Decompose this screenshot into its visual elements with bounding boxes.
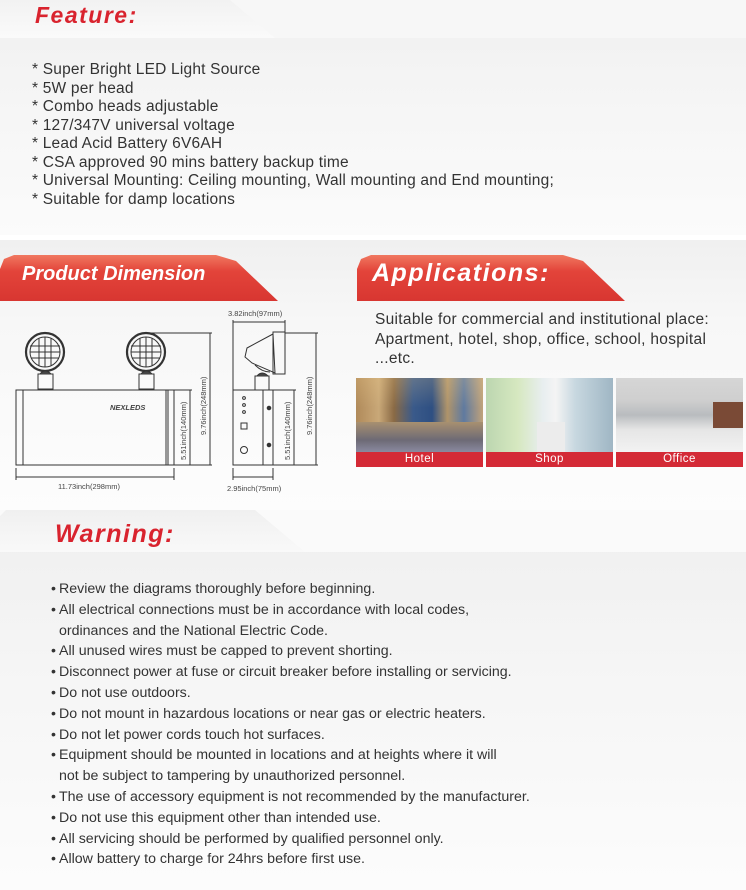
warning-item-text: Disconnect power at fuse or circuit breaker before installing or servicing. bbox=[59, 664, 512, 681]
feature-item: * 5W per head bbox=[32, 79, 134, 97]
brand-logo: NEXLEDS bbox=[110, 403, 146, 412]
bullet-icon: • bbox=[51, 705, 56, 722]
feature-item: * Lead Acid Battery 6V6AH bbox=[32, 135, 223, 152]
applications-title: Applications: bbox=[372, 259, 550, 287]
warning-item-text: Do not use outdoors. bbox=[59, 684, 191, 701]
bullet-icon: • bbox=[51, 684, 56, 701]
feature-item: * Suitable for damp locations bbox=[32, 190, 236, 208]
front-width-label: 11.73inch(298mm) bbox=[58, 482, 120, 491]
bullet-icon: • bbox=[51, 601, 56, 618]
office-photo bbox=[616, 378, 743, 467]
warning-title: Warning: bbox=[55, 520, 175, 548]
bullet-icon: • bbox=[51, 726, 56, 743]
bullet-icon: • bbox=[51, 664, 56, 681]
warning-item-continuation: not be subject to tampering by unauthorized personnel. bbox=[59, 768, 406, 785]
shop-image bbox=[486, 378, 613, 452]
bullet-icon: • bbox=[51, 830, 56, 847]
warning-item-text: All servicing should be performed by qualified personnel only. bbox=[59, 830, 444, 847]
hotel-image bbox=[356, 378, 483, 452]
warning-item bbox=[51, 787, 530, 808]
warning-item bbox=[51, 662, 530, 683]
warning-item-text: The use of accessory equipment is not recommended by the manufacturer. bbox=[59, 788, 530, 805]
warning-item-text: Do not mount in hazardous locations or near gas or electric heaters. bbox=[59, 705, 486, 722]
bullet-icon: • bbox=[51, 809, 56, 826]
applications-description bbox=[375, 310, 745, 369]
applications-description-line: ...etc. bbox=[375, 350, 416, 367]
warning-item bbox=[51, 641, 530, 662]
warning-item-text: All electrical connections must be in accordance with local codes, bbox=[59, 601, 470, 618]
warning-item bbox=[51, 683, 530, 704]
application-photos bbox=[356, 378, 743, 467]
warning-item-text: Allow battery to charge for 24hrs before first use. bbox=[59, 851, 365, 868]
warning-item-text: Equipment should be mounted in locations and at heights where it will bbox=[59, 747, 497, 764]
warning-item bbox=[51, 579, 530, 600]
front-body-height-label: 5.51inch(140mm) bbox=[179, 401, 188, 460]
warning-item-continuation: ordinances and the National Electric Code. bbox=[59, 622, 328, 639]
right-lamp-head bbox=[127, 333, 165, 389]
side-depth-label: 2.95inch(75mm) bbox=[227, 484, 282, 493]
warning-item-text: Review the diagrams thoroughly before beginning. bbox=[59, 581, 376, 597]
warning-item bbox=[51, 725, 530, 746]
office-image bbox=[616, 378, 743, 452]
feature-section bbox=[0, 0, 746, 235]
hotel-photo bbox=[356, 378, 483, 467]
bullet-icon: • bbox=[51, 747, 56, 764]
applications-description-line: Apartment, hotel, shop, office, school, hospital bbox=[375, 330, 707, 348]
side-head-width-label: 3.82inch(97mm) bbox=[228, 309, 283, 318]
feature-item: * Universal Mounting: Ceiling mounting, Wall mounting and End mounting; bbox=[32, 172, 554, 189]
warning-item bbox=[51, 829, 530, 850]
warning-item-text: Do not let power cords touch hot surfaces. bbox=[59, 726, 325, 743]
side-total-height-label: 9.76inch(248mm) bbox=[305, 376, 314, 435]
warning-item-text: Do not use this equipment other than intended use. bbox=[59, 809, 381, 826]
side-body-height-label: 5.51inch(140mm) bbox=[283, 401, 292, 460]
feature-list bbox=[32, 61, 554, 209]
warning-item bbox=[51, 808, 530, 829]
warning-item bbox=[51, 849, 530, 870]
dimension-drawing bbox=[0, 300, 340, 500]
feature-item: * CSA approved 90 mins battery backup time bbox=[32, 153, 349, 171]
bullet-icon: • bbox=[51, 788, 56, 805]
shop-photo bbox=[486, 378, 613, 467]
bullet-icon: • bbox=[51, 581, 56, 597]
front-body bbox=[16, 390, 174, 465]
feature-item: * Super Bright LED Light Source bbox=[32, 61, 261, 78]
warning-item-text: All unused wires must be capped to prevent shorting. bbox=[59, 643, 393, 660]
photo-caption: Hotel bbox=[356, 452, 483, 467]
feature-title: Feature: bbox=[35, 2, 138, 28]
warning-item bbox=[51, 600, 530, 642]
applications-description-line: Suitable for commercial and institutional place: bbox=[375, 311, 710, 328]
bullet-icon: • bbox=[51, 851, 56, 868]
warning-list bbox=[51, 579, 530, 870]
warning-item bbox=[51, 745, 530, 787]
warning-item bbox=[51, 704, 530, 725]
photo-caption: Shop bbox=[486, 452, 613, 467]
side-view bbox=[233, 332, 285, 465]
dimension-title: Product Dimension bbox=[22, 263, 206, 285]
front-total-height-label: 9.76inch(248mm) bbox=[199, 376, 208, 435]
left-lamp-head bbox=[26, 333, 64, 389]
feature-item: * Combo heads adjustable bbox=[32, 98, 219, 115]
photo-caption: Office bbox=[616, 452, 743, 467]
bullet-icon: • bbox=[51, 643, 56, 660]
feature-item: * 127/347V universal voltage bbox=[32, 116, 235, 134]
product-dimension-diagram bbox=[0, 300, 340, 500]
